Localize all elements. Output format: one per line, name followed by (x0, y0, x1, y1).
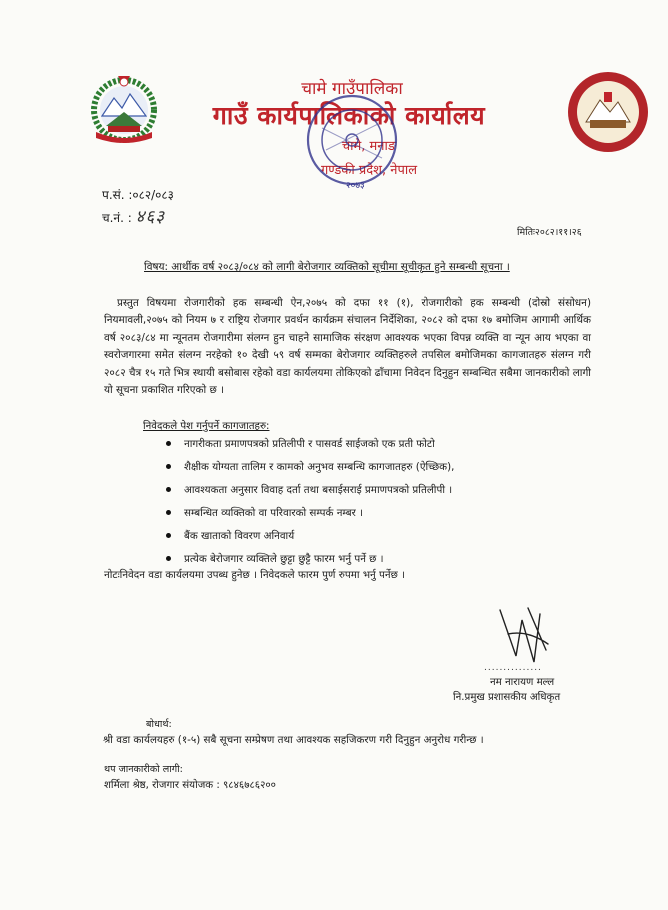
list-item (166, 483, 454, 506)
info-label: थप जानकारीको लागी: (104, 764, 183, 775)
signature-dots: ............... (484, 663, 542, 673)
bullet-icon (166, 533, 171, 538)
bullet-icon (166, 556, 171, 561)
bullet-icon (166, 464, 171, 469)
municipality-logo-icon (566, 70, 650, 154)
stamp-year: २०७३ (346, 181, 365, 191)
list-item (166, 460, 454, 483)
list-item-text: बैंक खाताको विवरण अनिवार्य (184, 530, 295, 542)
list-item (166, 529, 454, 552)
body-paragraph: प्रस्तुत विषयमा रोजगारीको हक सम्बन्धी ऐन,२०७५ को दफा ११ (१), रोजगारीको हक सम्बन्धी (दोस्रो संसोधन) नियमावली,२०७५ को नियम ७ र राष्ट्रिय रोजगार प्रवर्धन कार्यक्रम संचालन निर्देशिका, २०८२ को दफा १७ बमोजिम आगामी आर्थिक वर्ष २०८३/८४ मा न्यूनतम रोजगारीमा संलग्न हुन चाहने सामाजिक संरक्षण आवश्यक भएका विपन्न व्यक्ति वा न्यून आय भएका वा स्वरोजगारमा समेत संलग्न नरहेको १० देखी ५९ वर्ष सम्मका बेरोजगार व्यक्तिहरुले तपसिल बमोजिमका कागजातहरु संलग्न गरी २०८२ चैत्र १५ गते भित्र स्थायी बसोबास रहेको वडा कार्यलयमा तोकिएको ढाँचामा निवेदन दिनुहुन सम्बन्धित सबैमा जानकारीको लागी यो सूचना प्रकाशित गरिएको छ । (104, 297, 591, 397)
subject-line: विषय: आर्थीक वर्ष २०८३/०८४ को लागी बेरोजगार व्यक्तिको सूचीमा सूचीकृत हुने सम्बन्धी सूचना । (144, 261, 510, 273)
info-contact: शर्मिला श्रेष्ठ, रोजगार संयोजक : ९८४६७८६२०० (104, 780, 276, 791)
list-item-text: आवश्यकता अनुसार विवाह दर्ता तथा बसाईसराई प्रमाणपत्रको प्रतिलीपी । (184, 484, 453, 496)
reference-patra (102, 186, 174, 203)
list-item-text: नागरीकता प्रमाणपत्रको प्रतिलीपी र पासवर्ड साईजको एक प्रती फोटो (184, 438, 435, 450)
office-title: गाउँ कार्यपालिकाको कार्यालय (212, 101, 486, 130)
list-item (166, 437, 454, 460)
chalani-label: च.नं. : (102, 211, 132, 225)
cc-text: श्री वडा कार्यलयहरु (१-५) सबै सूचना सम्प्रेषण तथा आवश्यक सहजिकरण गरी दिनुहुन अनुरोध गरीन्छ । (103, 734, 484, 746)
patra-value: ०८२/०८३ (132, 188, 174, 202)
reference-chalani (102, 204, 165, 227)
list-item-text: सम्बन्धित व्यक्तिको वा परिवारको सम्पर्क नम्बर । (184, 507, 364, 519)
province-line: गण्डकी प्रदेश, नेपाल (320, 163, 418, 178)
chalani-value: ४६३ (135, 207, 166, 227)
signature-icon (488, 600, 558, 670)
office-stamp-icon (300, 88, 404, 192)
note-line: नोटःनिवेदन वडा कार्यलयमा उपब्ध हुनेछ । निवेदकले फारम पुर्ण रुपमा भर्नु पर्नेछ । (104, 569, 406, 581)
documents-title: निवेदकले पेश गर्नुपर्ने कागजातहरु: (143, 421, 270, 432)
signer-name: नम नारायण मल्ल (490, 677, 555, 688)
cc-label: बोधार्थ: (146, 719, 172, 730)
list-item (166, 506, 454, 529)
patra-label: प.सं. : (102, 188, 133, 202)
list-item-text: शैक्षीक योग्यता तालिम र कामको अनुभव सम्बन्धि कागजातहरु (ऐच्छिक), (184, 461, 455, 473)
list-item-text: प्रत्येक बेरोजगार व्यक्तिले छुट्टा छुट्टै फारम भर्नु पर्ने छ । (184, 553, 384, 565)
documents-list (166, 437, 454, 575)
bullet-icon (166, 510, 171, 515)
bullet-icon (166, 487, 171, 492)
district-line: चामे, मनाङ (341, 139, 397, 154)
notice-date: मितिः२०८२।११।२६ (517, 227, 582, 238)
municipality-name: चामे गाउँपालिका (301, 79, 403, 99)
bullet-icon (166, 441, 171, 446)
signer-title: नि.प्रमुख प्रशासकीय अधिकृत (453, 692, 561, 703)
